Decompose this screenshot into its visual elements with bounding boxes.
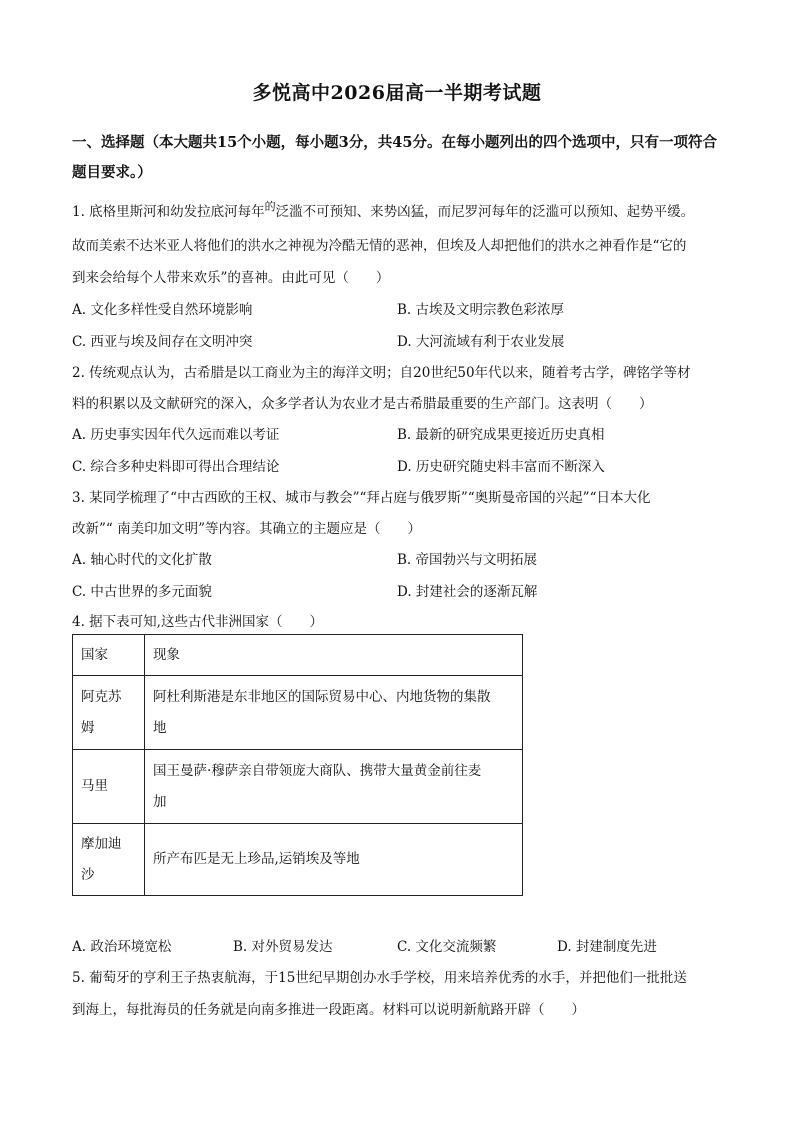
q5-line-1: 5. 葡萄牙的亨利王子热衷航海，于15世纪早期创办水手学校，用来培养优秀的水手，并把他们一批批送	[72, 970, 687, 986]
q4-stem: 4. 据下表可知,这些古代非洲国家（ ）	[72, 614, 323, 630]
q1-text-a: 1. 底格里斯河和幼发拉底河每年	[72, 204, 265, 220]
exam-title: 多悦高中2026届高一半期考试题	[252, 82, 542, 104]
q2-option-c: C. 综合多种史料即可得出合理结论	[72, 459, 280, 475]
cell-line: 阿克苏	[81, 688, 122, 705]
q4-option-c: C. 文化交流频繁	[397, 939, 497, 955]
q1-superscript: 的	[264, 200, 276, 213]
table-header-country: 国家	[73, 635, 145, 676]
cell-line: 地	[153, 719, 167, 736]
table-cell-phenomenon	[145, 676, 523, 750]
table-row	[73, 750, 523, 824]
table-row	[73, 676, 523, 750]
table-cell-country	[73, 750, 145, 824]
q1-option-d: D. 大河流域有利于农业发展	[397, 334, 565, 350]
q3-option-b: B. 帝国勃兴与文明拓展	[397, 552, 538, 568]
cell-line: 阿杜利斯港是东非地区的国际贸易中心、内地货物的集散	[153, 688, 491, 705]
q1-line-3: 到来会给每个人带来欢乐”的喜神。由此可见（ ）	[72, 270, 390, 286]
q1-option-c: C. 西亚与埃及间存在文明冲突	[72, 334, 253, 350]
q1-line-1	[72, 200, 732, 220]
q2-option-a: A. 历史事实因年代久远而难以考证	[72, 427, 280, 443]
q3-option-d: D. 封建社会的逐渐瓦解	[397, 584, 538, 600]
q4-option-b: B. 对外贸易发达	[233, 939, 333, 955]
q2-option-d: D. 历史研究随史料丰富而不断深入	[397, 459, 605, 475]
cell-line: 马里	[81, 778, 108, 794]
table-cell-country	[73, 824, 145, 896]
q2-line-2: 料的积累以及文献研究的深入，众多学者认为农业才是古希腊最重要的生产部门。这表明（ ）	[72, 396, 653, 412]
q3-option-c: C. 中古世界的多元面貌	[72, 584, 212, 600]
q1-line-2: 故而美索不达米亚人将他们的洪水之神视为冷酷无情的恶神，但埃及人却把他们的洪水之神看作是“它的	[72, 238, 687, 254]
cell-line: 沙	[81, 866, 95, 883]
table-cell-phenomenon	[145, 824, 523, 896]
q3-line-1: 3. 某同学梳理了“中古西欧的王权、城市与教会”“拜占庭与俄罗斯”“奥斯曼帝国的兴起”“日本大化	[72, 490, 651, 506]
q2-line-1: 2. 传统观点认为，古希腊是以工商业为主的海洋文明；自20世纪50年代以来，随着考古学，碑铭学等材	[72, 365, 691, 381]
cell-line: 国王曼萨·穆萨亲自带领庞大商队、携带大量黄金前往麦	[153, 762, 482, 779]
q1-option-a: A. 文化多样性受自然环境影响	[72, 302, 253, 318]
q4-option-a: A. 政治环境宽松	[72, 939, 172, 955]
table-row	[73, 824, 523, 896]
q4-option-d: D. 封建制度先进	[557, 939, 657, 955]
q3-option-a: A. 轴心时代的文化扩散	[72, 552, 212, 568]
table-header-row	[73, 635, 523, 676]
q5-line-2: 到海上，每批海员的任务就是向南多推进一段距离。材料可以说明新航路开辟（ ）	[72, 1002, 585, 1018]
table-header-phenomenon: 现象	[145, 635, 523, 676]
cell-line: 摩加迪	[81, 835, 122, 852]
q3-line-2: 改新”“ 南美印加文明”等内容。其确立的主题应是（ ）	[72, 521, 421, 537]
table-cell-country	[73, 676, 145, 750]
q1-text-b: 泛滥不可预知、来势凶猛，而尼罗河每年的泛滥可以预知、起势平缓。	[275, 204, 695, 220]
cell-line: 所产布匹是无上珍品,运销埃及等地	[153, 851, 360, 867]
cell-line: 加	[153, 793, 167, 810]
q1-option-b: B. 古埃及文明宗教色彩浓厚	[397, 302, 565, 318]
section-heading: 一、选择题（本大题共15个小题，每小题3分，共45分。在每小题列出的四个选项中，只有一项符合题目要求。）	[72, 134, 717, 181]
q2-option-b: B. 最新的研究成果更接近历史真相	[397, 427, 605, 443]
table-cell-phenomenon	[145, 750, 523, 824]
cell-line: 姆	[81, 719, 95, 736]
q4-table	[72, 634, 523, 896]
